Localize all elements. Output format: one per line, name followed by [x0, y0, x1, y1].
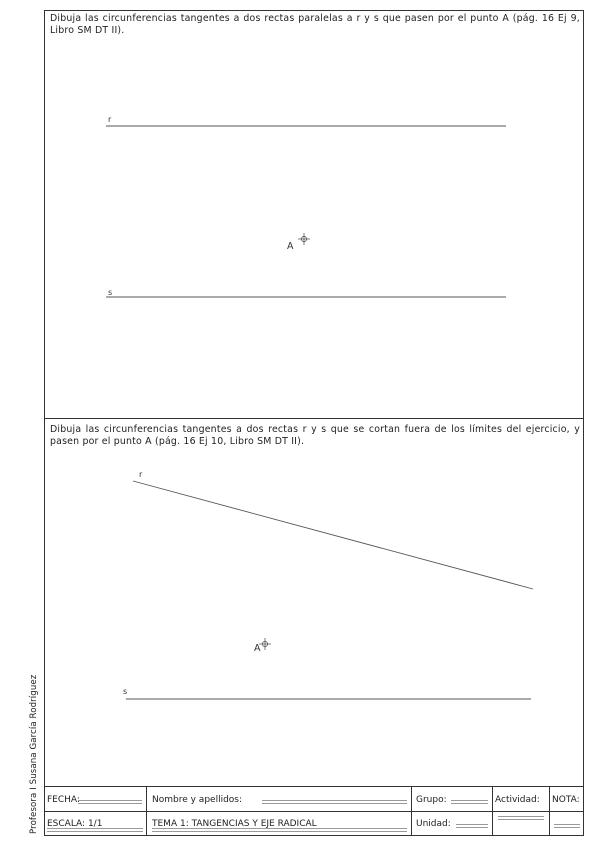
title-block [44, 786, 584, 836]
tema-label: TEMA 1: TANGENCIAS Y EJE RADICAL [152, 819, 317, 829]
exercise2-line-r [133, 481, 533, 589]
exercise1-label-point: A [287, 241, 294, 252]
escala-label: ESCALA: 1/1 [47, 819, 103, 829]
nombre-fill [262, 800, 407, 804]
nombre-label: Nombre y apellidos: [152, 795, 243, 805]
exercise1-label-r: r [108, 115, 112, 124]
exercise2-label-r: r [139, 470, 143, 479]
fecha-label: FECHA: [47, 795, 80, 805]
exercise2-label-s: s [123, 687, 128, 696]
tema-fill [152, 828, 407, 832]
grupo-label: Grupo: [416, 795, 447, 805]
exercise2-statement: Dibuja las circunferencias tangentes a dos rectas r y s que se cortan fuera de los límites del ejercicio, y pasen por el punto A (pág. 16 Ej 10, Libro SM DT II). [50, 424, 580, 447]
unidad-label: Unidad: [416, 819, 451, 829]
nota-label: NOTA: [552, 795, 580, 805]
nota-fill [554, 824, 580, 828]
actividad-label: Actividad: [495, 795, 540, 805]
exercise2-label-point: A [254, 643, 261, 654]
exercise1-label-s: s [108, 288, 113, 297]
unidad-fill [456, 824, 488, 828]
exercise1-point-a-marker [298, 233, 310, 245]
exercise1-statement: Dibuja las circunferencias tangentes a dos rectas paralelas a r y s que pasen por el punto A (pág. 16 Ej 9, Libro SM DT II). [50, 13, 580, 36]
fecha-fill [78, 800, 142, 804]
author-sidebar: Profesora I Susana García Rodríguez [29, 674, 39, 834]
escala-fill [47, 828, 143, 832]
actividad-fill [498, 816, 544, 820]
grupo-fill [451, 800, 488, 804]
